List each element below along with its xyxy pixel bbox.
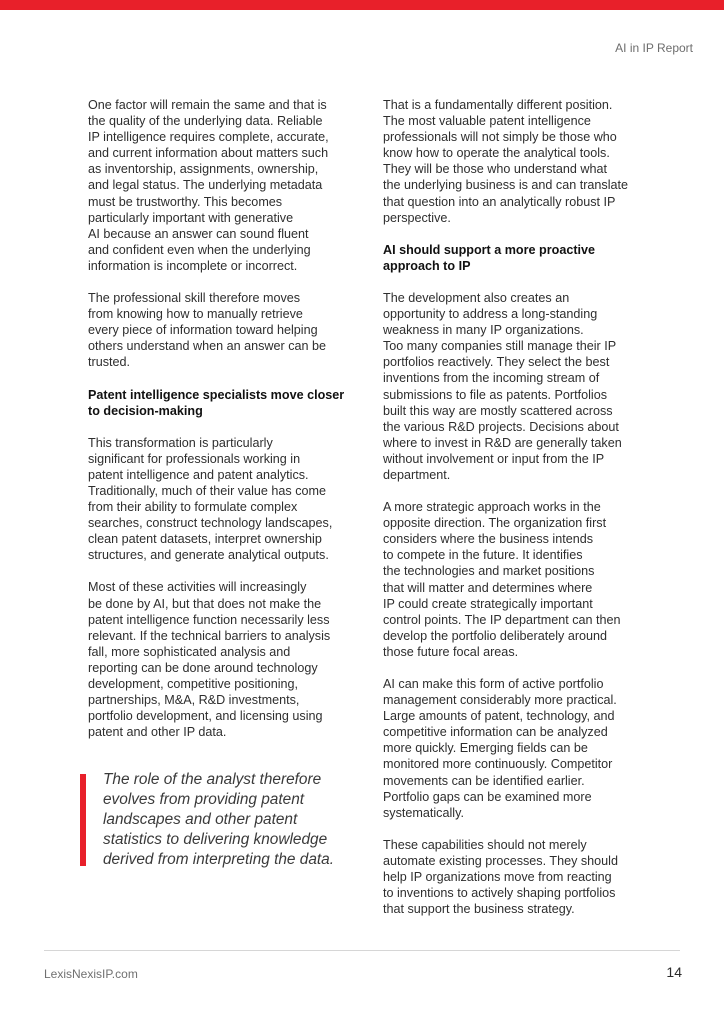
top-accent-bar — [0, 0, 724, 10]
report-title: AI in IP Report — [615, 41, 693, 55]
paragraph-different-position: That is a fundamentally different position. The most valuable patent intelligence professionals will not simply be those who know how to operate the analytical tools. They will be those who understand what the underlying business is and can translate that question into an analytically robust IP perspective. — [383, 98, 629, 225]
section-heading-specialists: Patent intelligence specialists move closer to decision-making — [88, 387, 345, 418]
footer-website-link[interactable]: LexisNexisIP.com — [44, 967, 138, 981]
right-column — [383, 97, 645, 933]
section-heading-proactive: AI should support a more proactive approach to IP — [383, 242, 596, 273]
paragraph-long-standing-weakness: The development also creates an opportunity to address a long-standing weakness in many IP organizations. Too many companies still manage their IP portfolios reactively. They select the best inventions from the incoming stream of submissions to file as patents. Portfolios built this way are mostly scattered across the various R&D projects. Decisions about where to invest in R&D are generally taken without involvement or input from the IP department. — [383, 290, 622, 482]
paragraph-ai-activities: Most of these activities will increasingly be done by AI, but that does not make the patent intelligence function necessarily less relevant. If the technical barriers to analysis fall, more sophisticated analysis and reporting can be done around technology development, competitive positioning, partnerships, M&A, R&D investments, portfolio development, and licensing using patent and other IP data. — [88, 580, 331, 740]
pull-quote-accent-bar — [80, 774, 86, 866]
paragraph-active-portfolio: AI can make this form of active portfolio management considerably more practical. Large amounts of patent, technology, and competitive information can be analyzed more quickly. Emerging fields can be monitored more continuously. Competitor movements can be identified earlier. Portfolio gaps can be examined more systematically. — [383, 677, 617, 820]
paragraph-transformation: This transformation is particularly significant for professionals working in patent intelligence and patent analytics. Traditionally, much of their value has come from their ability to formulate complex searches, construct technology landscapes, clean patent datasets, interpret ownership structures, and generate analytical outputs. — [88, 435, 333, 563]
paragraph-strategic-approach: A more strategic approach works in the opposite direction. The organization first considers where the business intends to compete in the future. It identifies the technologies and market positions that will matter and determines where IP could create strategically important control points. The IP department can then develop the portfolio deliberately around those future focal areas. — [383, 500, 621, 659]
left-column — [88, 97, 350, 756]
paragraph-capabilities: These capabilities should not merely automate existing processes. They should help IP organizations move from reacting to inventions to actively shaping portfolios that support the business strategy. — [383, 837, 618, 917]
pull-quote: The role of the analyst therefore evolves from providing patent landscapes and other patent statistics to delivering knowledge derived from interpreting the data. — [103, 771, 334, 868]
paragraph-data-quality: One factor will remain the same and that is the quality of the underlying data. Reliable IP intelligence requires complete, accurate, and current information about matters such as inventorship, assignments, ownership, and legal status. The underlying metadata must be trustworthy. This becomes particularly important with generative AI because an answer can sound fluent and confident even when the underlying information is incomplete or incorrect. — [88, 98, 329, 273]
paragraph-professional-skill: The professional skill therefore moves from knowing how to manually retrieve every piece of information toward helping others understand when an answer can be trusted. — [88, 291, 327, 370]
footer-divider — [44, 950, 680, 951]
page-number: 14 — [666, 964, 682, 980]
